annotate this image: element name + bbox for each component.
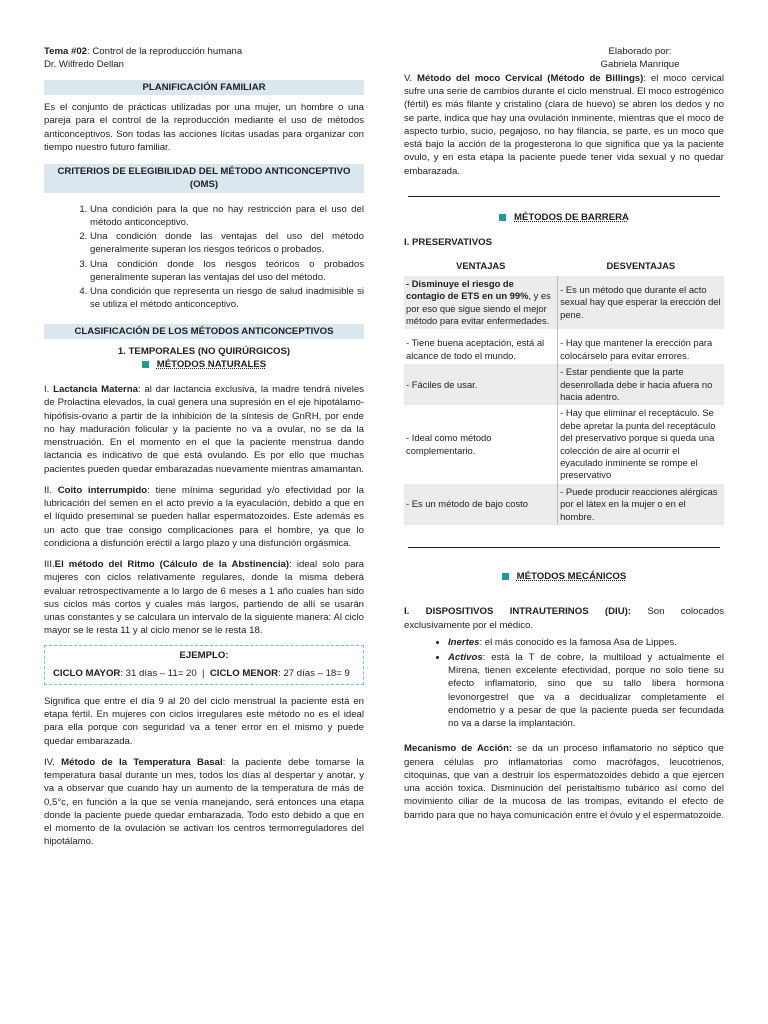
diu-item bbox=[448, 636, 724, 649]
lactancia-title: Lactancia Materna bbox=[53, 384, 138, 396]
preservativos-heading: I. PRESERVATIVOS bbox=[404, 237, 492, 249]
naturales-heading bbox=[44, 358, 364, 371]
temperatura-text: : la paciente debe tomarse la temperatura basal durante un mes, todos los días al despertar y anotar, y va a observar que cuando hay un aumento de la temperatura de más de 0,5°c, en función a la que se venía manejando, será entonces una etapa donde la paciente puede quedar embarazada. Todo esto debido a que en el momento de la ovulación se activan los centros termorreguladores del hipotálamo. bbox=[44, 756, 365, 848]
header-left bbox=[44, 45, 364, 71]
moco-title: Método del moco Cervical (Método de Billings) bbox=[417, 73, 644, 84]
intro-paragraph: Es el conjunto de prácticas utilizadas por una mujer, un hombre o una pareja para el control de la reproducción mediante el uso de métodos anticonceptivos. Son todas las acciones lícitas usadas para organizar con tiempo nuestro futuro familiar. bbox=[44, 102, 364, 153]
temporales-heading: 1. TEMPORALES (NO QUIRÚRGICOS) bbox=[117, 345, 291, 357]
ciclo-menor-label: CICLO MENOR bbox=[209, 667, 279, 679]
table-row bbox=[404, 276, 724, 330]
ventaja-cell: - Tiene buena aceptación, está al alcance de todo el mundo. bbox=[406, 337, 545, 361]
moco-prefix: V. bbox=[404, 73, 418, 84]
ejemplo-explanation: Significa que entre el día 9 al 20 del ciclo menstrual la paciente está en etapa fértil. En mujeres con ciclos irregulares este método no es el ideal para ella porque con seguridad va a tener error en el mismo y puede quedar embarazada. bbox=[44, 695, 364, 747]
ventaja-cell: - Fáciles de usar. bbox=[404, 364, 558, 405]
table-row bbox=[404, 329, 724, 364]
ventaja-cell: - Ideal como método complementario. bbox=[406, 432, 492, 456]
coito-paragraph bbox=[44, 484, 364, 550]
barrera-label: MÉTODOS DE BARRERA bbox=[514, 211, 629, 223]
ventaja-bold: - Disminuye el riesgo de contagio de ETS en un 99% bbox=[406, 277, 529, 302]
coito-text: : tiene mínima seguridad y/o efectividad por la lubricación del semen en el acto previo a la eyaculación, debido a que en el líquido preseminal se pueden hallar espermatozoides. Este además es un acto que trae consigo complicaciones para el hombre, ya que lo condiciona a disfunción eréctil a largo plazo y una disfunción orgásmica. bbox=[44, 484, 364, 549]
col-desventajas: DESVENTAJAS bbox=[606, 260, 676, 272]
lactancia-text: : al dar lactancia exclusiva, la madre tendrá niveles de Prolactina elevados, la cual genera una supresión en el eje hipotálamo-hipófisis-ovario a partir de la inhibición de la síntesis de GnRH, por ende no hay maduración folicular y la paciente no va a ovular, no se da la menstruación. En el momento en el que la paciente menstrua dando lactancia es indicativo de que está ovulando. Es por ello que muchas pacientes pueden quedar embarazadas nuevamente mientras amamantan. bbox=[44, 384, 364, 475]
table-row bbox=[404, 484, 724, 525]
section-planificacion: PLANIFICACIÓN FAMILIAR bbox=[44, 80, 364, 95]
divider bbox=[408, 196, 720, 197]
left-column bbox=[44, 74, 364, 856]
ritmo-prefix: III. bbox=[44, 559, 55, 571]
author-name: Gabriela Manrique bbox=[600, 59, 680, 71]
example-line: CICLO MAYOR: 31 días – 11= 20 | CICLO MENOR: 27 días – 18= 9 bbox=[53, 667, 350, 679]
section-clasificacion: CLASIFICACIÓN DE LOS MÉTODOS ANTICONCEPTIVOS bbox=[44, 324, 364, 339]
temperatura-prefix: IV. bbox=[44, 756, 62, 768]
coito-title: Coito interrumpido bbox=[57, 484, 148, 496]
desventaja-cell: - Hay que eliminar el receptáculo. Se debe apretar la punta del receptáculo del preservativo porque si queda una colección de aire al ocurrir el eyaculado inminente se rompe el preservativo bbox=[558, 405, 724, 483]
elaborado-label: Elaborado por: bbox=[608, 46, 672, 57]
ciclo-mayor-value: : 31 días – 11= 20 bbox=[120, 667, 197, 679]
topic-line bbox=[44, 45, 364, 58]
criterio-item: 1. Una condición para la que no hay restricción para el uso del método anticonceptivo. bbox=[90, 203, 364, 229]
mecanismo-paragraph bbox=[404, 742, 724, 821]
header-right bbox=[560, 45, 720, 71]
mecanismo-title: Mecanismo de Acción: bbox=[404, 743, 513, 755]
ventaja-text: , y es por eso que sigue siendo el mejor método para evitar enfermedades. bbox=[406, 290, 551, 326]
divider bbox=[408, 547, 720, 548]
lactancia-prefix: I. bbox=[44, 384, 54, 396]
diu-text: Son colocados exclusivamente por el médico. bbox=[404, 606, 724, 631]
criterio-item: 2. Una condición donde las ventajas del uso del método generalmente superan los riesgos teóricos o probados. bbox=[90, 230, 364, 256]
diu-item-text: : está la T de cobre, la multiload y actualmente el Mirena, tienen excelente efectividad, porque no solo tiene su efecto inflamatorio, sino que su tallo libera hormona levonorgestrel que va a decidualizar completamente el endometrio y a pesar de que la paciente pueda ser fecundada no va a darse la implantación. bbox=[448, 652, 724, 730]
mecanicos-label: MÉTODOS MECÁNICOS bbox=[516, 571, 627, 583]
lactancia-paragraph bbox=[44, 383, 364, 476]
criterio-item: 3. Una condición donde los riesgos teóricos o probados generalmente superan las ventajas del uso del método. bbox=[90, 258, 364, 284]
ventaja-cell bbox=[404, 276, 558, 330]
square-bullet-icon bbox=[142, 361, 149, 368]
desventaja-cell: - Hay que mantener la erección para colocárselo para evitar errores. bbox=[558, 329, 724, 364]
ritmo-text: : ideal solo para mujeres con ciclos relativamente regulares, donde la misma deberá evaluar retrospectivamente a lo largo de 6 meses a 1 año cuales han sido sus ciclos más cortos y cuales más largos, partiendo de allí se usarán unas constantes y se calculara un intervalo de la siguiente manera: Al ciclo mayor se le resta 11 y al ciclo menor se le resta 18. bbox=[44, 559, 365, 637]
col-ventajas: VENTAJAS bbox=[456, 260, 506, 272]
criterios-list bbox=[44, 203, 364, 312]
diu-paragraph bbox=[404, 605, 724, 631]
topic-text: : Control de la reproducción humana bbox=[87, 46, 243, 57]
table-row bbox=[404, 405, 724, 483]
ventaja-cell: - Es un método de bajo costo bbox=[404, 484, 558, 525]
right-column bbox=[404, 72, 724, 830]
mecanicos-heading bbox=[404, 570, 724, 583]
ciclo-menor-value: : 27 días – 18= 9 bbox=[278, 667, 350, 679]
diu-item-text: : el más conocido es la famosa Asa de Lippes. bbox=[479, 636, 677, 648]
table-row bbox=[404, 364, 724, 405]
square-bullet-icon bbox=[499, 214, 506, 221]
desventaja-cell: - Es un método que durante el acto sexual hay que esperar la erección del pene. bbox=[558, 276, 724, 330]
naturales-label: MÉTODOS NATURALES bbox=[156, 358, 267, 370]
diu-item-label: Activos bbox=[448, 652, 483, 663]
ciclo-mayor-label: CICLO MAYOR bbox=[53, 667, 121, 679]
section-criterios: CRITERIOS DE ELEGIBILIDAD DEL MÉTODO ANTICONCEPTIVO (OMS) bbox=[44, 164, 364, 192]
moco-text: : el moco cervical sufre una serie de cambios durante el ciclo menstrual. El moco estrogénico (fértil) es más filante y cristalino (clara de huevo) se abren los dedos y no se parte, indica que hay una ovulación inminente, mientras que el moco de aspecto turbio, sucio, pegajoso, no hay filancia, se parte, es un moco que está bajo la acción de la progesterona lo que significa que ya la paciente ovulo, y en esta etapa la paciente puede tener vida sexual y no quedar embarazada. bbox=[404, 73, 724, 177]
diu-title: I. DISPOSITIVOS INTRAUTERINOS (DIU): bbox=[404, 606, 632, 618]
moco-paragraph bbox=[404, 72, 724, 178]
example-title: EJEMPLO: bbox=[179, 650, 229, 662]
preservativos-table bbox=[404, 257, 724, 525]
ritmo-paragraph bbox=[44, 558, 364, 637]
diu-item bbox=[448, 651, 724, 730]
diu-item-label: Inertes bbox=[448, 636, 480, 648]
barrera-heading bbox=[404, 211, 724, 224]
example-box bbox=[44, 645, 364, 684]
desventaja-cell: - Puede producir reacciones alérgicas por el látex en la mujer o en el hombre. bbox=[558, 484, 724, 525]
temperatura-title: Método de la Temperatura Basal bbox=[61, 756, 223, 768]
diu-list bbox=[404, 636, 724, 731]
square-bullet-icon bbox=[502, 573, 509, 580]
doctor-name: Dr. Wilfredo Dellan bbox=[44, 59, 124, 71]
topic-label: Tema #02 bbox=[44, 46, 88, 57]
criterio-item: 4. Una condición que representa un riesgo de salud inadmisible si se utiliza el método anticonceptivo. bbox=[90, 285, 364, 311]
coito-prefix: II. bbox=[44, 484, 58, 496]
mecanismo-text: se da un proceso inflamatorio no séptico que genera células pro inflamatorias como macrófagos, leucotrienos, citoquinas, que van a destruir los espermatozoides debido a que ejercen una acción toxica. Disminución del peristaltismo tubárico así como del movimiento ciliar de la mucosa de las trompas, evitando el efecto de barrido para que no haya comunicación entre el óvulo y el espermatozoide. bbox=[404, 743, 724, 821]
temperatura-paragraph bbox=[44, 756, 364, 849]
desventaja-cell: - Estar pendiente que la parte desenrollada debe ir hacia afuera no hacia adentro. bbox=[558, 364, 724, 405]
ritmo-title: El método del Ritmo (Cálculo de la Abstinencia) bbox=[54, 559, 290, 571]
